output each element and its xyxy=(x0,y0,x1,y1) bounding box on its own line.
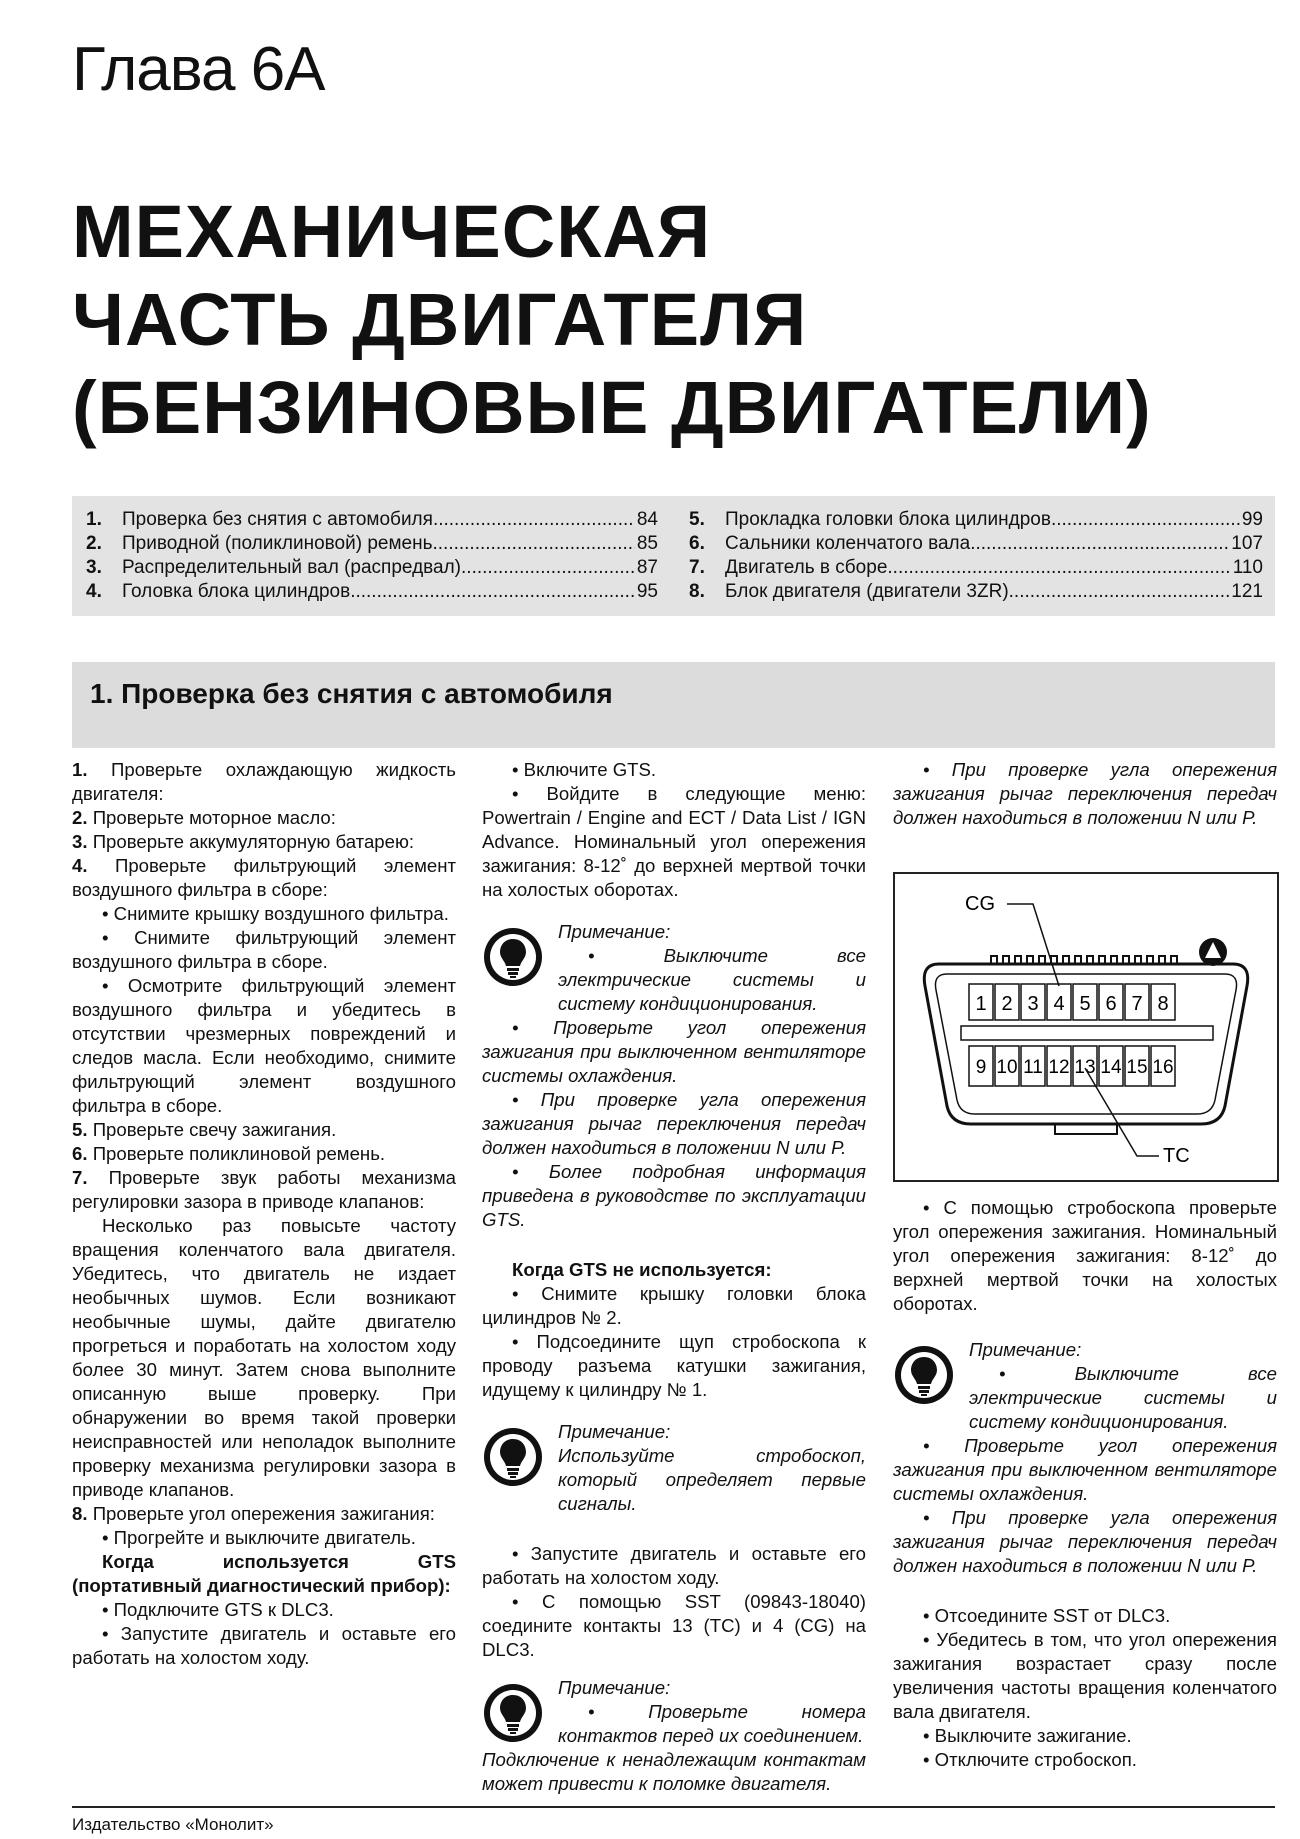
toc-page: 99 xyxy=(1241,509,1263,530)
step-4-bullet: • Осмотрите фильтрующий элемент воздушного фильтра и убедитесь в отсутствии чрезмерных повреждений и следов масла. Если необходимо, снимите фильтрующий элемент воздушного фильтра в сборе. xyxy=(72,975,456,1116)
toc-text: Прокладка головки блока цилиндров xyxy=(725,509,1051,530)
toc-leader xyxy=(461,556,635,580)
note-continuation: • При проверке угла опережения зажигания рычаг переключения передач должен находиться в положении N или P. xyxy=(893,759,1277,828)
toc-number: 2. xyxy=(86,533,102,554)
lightbulb-icon xyxy=(893,1344,955,1406)
note-text: • Выключите все электрические системы и систему кондиционирования. xyxy=(969,1363,1277,1432)
note-text: • При проверке угла опережения зажигания рычаг переключения передач должен находиться в положении N или P. xyxy=(482,1089,866,1158)
toc-entry[interactable] xyxy=(86,532,658,556)
nogts-bullet: • Снимите крышку головки блока цилиндров № 2. xyxy=(482,1283,866,1328)
nogts-bullet: • С помощью SST (09843-18040) соедините контакты 13 (TC) и 4 (CG) на DLC3. xyxy=(482,1591,866,1660)
pin-label: 13 xyxy=(1074,1057,1096,1078)
lightbulb-icon xyxy=(482,1682,544,1744)
gts-bullet: • Войдите в следующие меню: Powertrain / Engine and ECT / Data List / IGN Advance. Номинальный угол опережения зажигания: 8-12˚ до верхней мертвой точки на холостых оборотах. xyxy=(482,783,866,900)
connector-bottom-pins xyxy=(969,1046,1175,1086)
pin-label: 5 xyxy=(1079,993,1091,1015)
step-2: 2. Проверьте моторное масло: xyxy=(72,807,336,828)
note-box xyxy=(482,920,866,1232)
toc-page: 121 xyxy=(1231,581,1263,602)
toc-entry[interactable] xyxy=(689,508,1263,532)
step-4-bullet: • Снимите фильтрующий элемент воздушного фильтра в сборе. xyxy=(72,927,456,972)
toc-column-right xyxy=(689,508,1263,604)
table-of-contents xyxy=(72,496,1275,616)
note-title: Примечание: xyxy=(558,1677,671,1698)
toc-page: 85 xyxy=(636,533,658,554)
toc-text: Сальники коленчатого вала xyxy=(725,533,971,554)
nogts-heading: Когда GTS не используется: xyxy=(512,1259,772,1280)
orientation-mark-icon xyxy=(1199,938,1227,966)
pin-label: 1 xyxy=(975,993,987,1015)
pin-label: 3 xyxy=(1027,993,1039,1015)
toc-page: 87 xyxy=(636,557,658,578)
chapter-title-line: ЧАСТЬ ДВИГАТЕЛЯ xyxy=(72,278,808,361)
text-column-1 xyxy=(72,758,456,1670)
toc-text: Проверка без снятия с автомобиля xyxy=(122,509,433,530)
text-column-2 xyxy=(482,758,866,1806)
toc-number: 1. xyxy=(86,509,102,530)
toc-text: Распределительный вал (распредвал) xyxy=(122,557,462,578)
chapter-title-line: МЕХАНИЧЕСКАЯ xyxy=(72,190,712,273)
toc-entry[interactable] xyxy=(689,532,1263,556)
cg-label: CG xyxy=(965,893,995,915)
strobe-bullet: • С помощью стробоскопа проверьте угол опережения зажигания. Номинальный угол опережения зажигания: 8-12˚ до верхней мертвой точки на холостых оборотах. xyxy=(893,1197,1277,1314)
toc-leader xyxy=(1051,508,1240,532)
note-text: Используйте стробоскоп, который определяет первые сигналы. xyxy=(558,1445,866,1514)
toc-leader xyxy=(1009,580,1230,604)
note-text: • Проверьте номера контактов перед их соединением. xyxy=(558,1701,866,1746)
footer-divider xyxy=(72,1806,1275,1808)
toc-number: 4. xyxy=(86,581,102,602)
nogts-bullet: • Подсоедините щуп стробоскопа к проводу разъема катушки зажигания, идущему к цилиндру № 1. xyxy=(482,1331,866,1400)
toc-leader xyxy=(433,508,635,532)
step-4-bullet: • Снимите крышку воздушного фильтра. xyxy=(102,903,449,924)
step-7: 7. Проверьте звук работы механизма регулировки зазора в приводе клапанов: xyxy=(72,1167,456,1212)
pin-label: 10 xyxy=(996,1057,1018,1078)
note-title: Примечание: xyxy=(969,1339,1082,1360)
final-bullet: • Выключите зажигание. xyxy=(923,1725,1132,1746)
chapter-label: Глава 6А xyxy=(72,35,325,104)
note-title: Примечание: xyxy=(558,1421,671,1442)
pin-label: 12 xyxy=(1048,1057,1070,1078)
note-box xyxy=(893,1338,1277,1578)
lightbulb-icon xyxy=(482,926,544,988)
note-text: • Выключите все электрические системы и систему кондиционирования. xyxy=(558,945,866,1014)
note-text: • При проверке угла опережения зажигания рычаг переключения передач должен находиться в положении N или P. xyxy=(893,1507,1277,1576)
lightbulb-icon xyxy=(482,1426,544,1488)
pin-label: 6 xyxy=(1105,993,1117,1015)
toc-leader xyxy=(970,532,1229,556)
step-4: 4. Проверьте фильтрующий элемент воздушного фильтра в сборе: xyxy=(72,855,456,900)
gts-heading: Когда используется GTS (портативный диагностический прибор): xyxy=(72,1551,456,1596)
gts-bullet: • Включите GTS. xyxy=(512,759,657,780)
toc-text: Блок двигателя (двигатели 3ZR) xyxy=(725,581,1009,602)
toc-text: Двигатель в сборе xyxy=(725,557,888,578)
tc-label: TC xyxy=(1163,1145,1190,1167)
toc-number: 8. xyxy=(689,581,705,602)
toc-column-left xyxy=(86,508,658,604)
gts-bullet: • Запустите двигатель и оставьте его работать на холостом ходу. xyxy=(72,1623,456,1668)
final-bullet: • Отключите стробоскоп. xyxy=(923,1749,1137,1770)
toc-entry[interactable] xyxy=(86,508,658,532)
pin-label: 2 xyxy=(1001,993,1013,1015)
pin-label: 4 xyxy=(1053,993,1065,1015)
toc-number: 6. xyxy=(689,533,705,554)
note-text: • Более подробная информация приведена в руководстве по эксплуатации GTS. xyxy=(482,1161,866,1230)
toc-entry[interactable] xyxy=(86,580,658,604)
pin-label: 16 xyxy=(1152,1057,1174,1078)
step-6: 6. Проверьте поликлиновой ремень. xyxy=(72,1143,386,1164)
final-bullet: • Отсоедините SST от DLC3. xyxy=(923,1605,1171,1626)
toc-leader xyxy=(350,580,635,604)
note-text: Подключение к ненадлежащим контактам может привести к поломке двигателя. xyxy=(482,1749,866,1794)
toc-number: 5. xyxy=(689,509,705,530)
pin-label: 11 xyxy=(1023,1057,1043,1078)
pin-label: 8 xyxy=(1157,993,1169,1015)
toc-page: 110 xyxy=(1232,557,1263,578)
note-text: • Проверьте угол опережения зажигания при выключенном вентиляторе системы охлаждения. xyxy=(482,1017,866,1086)
toc-page: 84 xyxy=(636,509,658,530)
toc-entry[interactable] xyxy=(689,580,1263,604)
text-column-3-lower xyxy=(893,1196,1277,1772)
chapter-title xyxy=(72,188,1152,452)
toc-number: 7. xyxy=(689,557,705,578)
pin-label: 15 xyxy=(1126,1057,1148,1078)
connector-top-pins xyxy=(969,984,1175,1020)
toc-page: 107 xyxy=(1231,533,1263,554)
section-title: 1. Проверка без снятия с автомобиля xyxy=(90,678,613,709)
nogts-bullet: • Запустите двигатель и оставьте его работать на холостом ходу. xyxy=(482,1543,866,1588)
toc-text: Приводной (поликлиновой) ремень xyxy=(122,533,433,554)
step-5: 5. Проверьте свечу зажигания. xyxy=(72,1119,337,1140)
toc-page: 95 xyxy=(636,581,658,602)
toc-leader xyxy=(432,532,634,556)
dlc3-connector-drawing xyxy=(895,874,1277,1180)
gts-bullet: • Подключите GTS к DLC3. xyxy=(102,1599,334,1620)
section-header xyxy=(72,662,1275,748)
pin-label: 9 xyxy=(975,1057,987,1078)
dlc3-connector-diagram xyxy=(893,872,1279,1182)
pin-label: 14 xyxy=(1100,1057,1122,1078)
pin-label: 7 xyxy=(1131,993,1143,1015)
final-bullet: • Убедитесь в том, что угол опережения зажигания возрастает сразу после увеличения частоты вращения коленчатого вала двигателя. xyxy=(893,1629,1277,1722)
toc-entry[interactable] xyxy=(86,556,658,580)
text-column-3 xyxy=(893,758,1277,830)
note-title: Примечание: xyxy=(558,921,671,942)
step-8-bullet: • Прогрейте и выключите двигатель. xyxy=(102,1527,416,1548)
toc-leader xyxy=(887,556,1230,580)
note-box xyxy=(482,1676,866,1796)
step-7-text: Несколько раз повысьте частоту вращения коленчатого вала двигателя. Убедитесь, что двигатель не издает необычных шумов. Если возникают необычные шумы, дайте двигателю прогреться и поработать на холостом ходу более 30 минут. Затем снова выполните описанную выше проверку. При обнаружении во время такой проверки неисправностей или неполадок выполните проверку механизма регулировки зазора в приводе клапанов. xyxy=(72,1215,456,1500)
step-3: 3. Проверьте аккумуляторную батарею: xyxy=(72,831,415,852)
step-8: 8. Проверьте угол опережения зажигания: xyxy=(72,1503,435,1524)
chapter-title-line: (БЕНЗИНОВЫЕ ДВИГАТЕЛИ) xyxy=(72,366,1152,449)
step-1: 1. Проверьте охлаждающую жидкость двигателя: xyxy=(72,759,456,804)
note-box xyxy=(482,1420,866,1516)
toc-number: 3. xyxy=(86,557,102,578)
toc-text: Головка блока цилиндров xyxy=(122,581,351,602)
toc-entry[interactable] xyxy=(689,556,1263,580)
publisher-footer: Издательство «Монолит» xyxy=(72,1815,274,1834)
note-text: • Проверьте угол опережения зажигания при выключенном вентиляторе системы охлаждения. xyxy=(893,1435,1277,1504)
